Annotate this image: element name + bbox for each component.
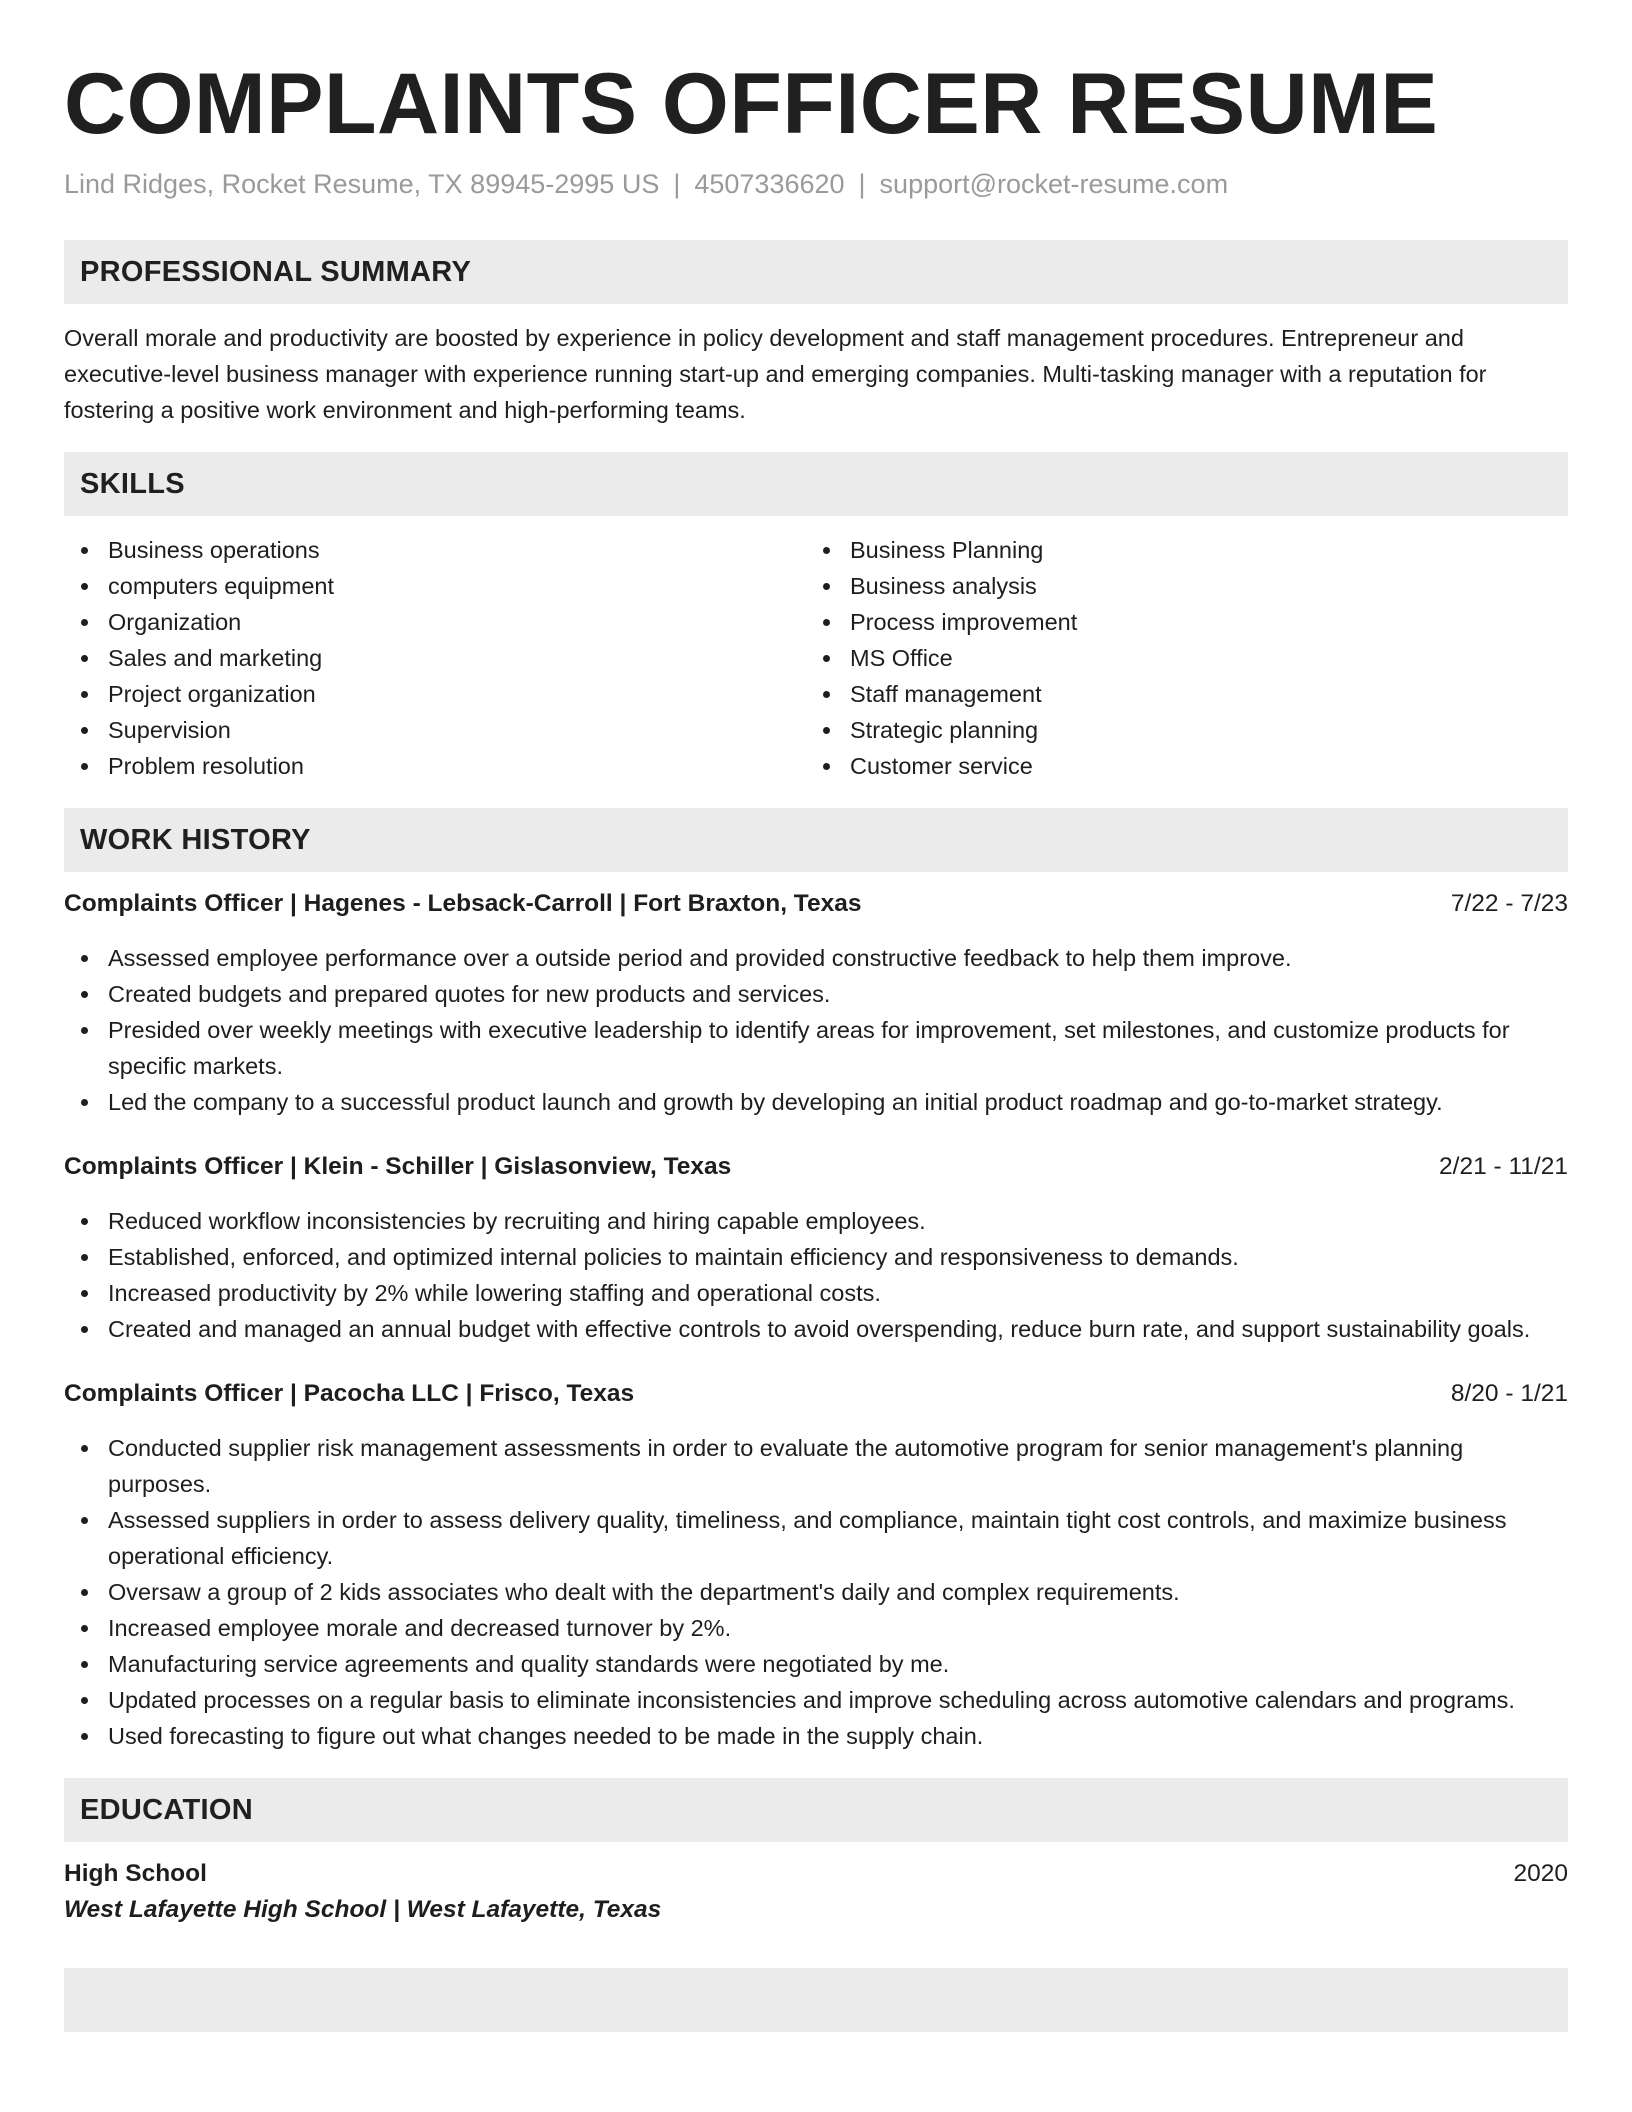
- job-bullet: Oversaw a group of 2 kids associates who dealt with the department's daily and complex requirements.: [64, 1574, 1568, 1610]
- job-bullet: Increased productivity by 2% while lowering staffing and operational costs.: [64, 1275, 1568, 1311]
- skills-heading: SKILLS: [64, 452, 1568, 516]
- job-bullet: Created budgets and prepared quotes for new products and services.: [64, 976, 1568, 1012]
- skill-item: MS Office: [806, 640, 1548, 676]
- job-bullet: Manufacturing service agreements and quality standards were negotiated by me.: [64, 1646, 1568, 1682]
- job-bullet: Used forecasting to figure out what changes needed to be made in the supply chain.: [64, 1718, 1568, 1754]
- job-bullet: Updated processes on a regular basis to eliminate inconsistencies and improve scheduling across automotive calendars and programs.: [64, 1682, 1568, 1718]
- skill-item: Business operations: [64, 532, 806, 568]
- education-entry: [64, 1856, 1568, 1928]
- summary-text: Overall morale and productivity are boosted by experience in policy development and staff management procedures. Entrepreneur and executive-level business manager with experience running start-up and emerging companies. Multi-tasking manager with a reputation for fostering a positive work environment and high-performing teams.: [64, 325, 1487, 423]
- job-bullet: Reduced workflow inconsistencies by recruiting and hiring capable employees.: [64, 1203, 1568, 1239]
- education-year: 2020: [1513, 1860, 1568, 1887]
- education-degree: High School: [64, 1860, 207, 1887]
- contact-separator: |: [858, 169, 866, 199]
- job-entry: [64, 1149, 1568, 1347]
- skill-item: Customer service: [806, 748, 1548, 784]
- contact-address: Lind Ridges, Rocket Resume, TX 89945-2995 US: [64, 169, 660, 199]
- job-bullet: Led the company to a successful product launch and growth by developing an initial product roadmap and go-to-market strategy.: [64, 1084, 1568, 1120]
- skill-item: Project organization: [64, 676, 806, 712]
- skill-item: Sales and marketing: [64, 640, 806, 676]
- skill-item: Staff management: [806, 676, 1548, 712]
- resume-title: COMPLAINTS OFFICER RESUME: [64, 56, 1439, 152]
- skills-list: [64, 532, 1568, 784]
- skill-item: Business analysis: [806, 568, 1548, 604]
- job-bullet: Assessed employee performance over a outside period and provided constructive feedback to help them improve.: [64, 940, 1568, 976]
- skill-item: Problem resolution: [64, 748, 806, 784]
- job-bullet: Presided over weekly meetings with executive leadership to identify areas for improvement, set milestones, and customize products for specific markets.: [64, 1012, 1568, 1084]
- job-dates: 8/20 - 1/21: [1450, 1380, 1568, 1407]
- contact-email: support@rocket-resume.com: [879, 169, 1229, 199]
- job-header: [64, 1149, 1568, 1185]
- job-bullets: [64, 1430, 1568, 1754]
- contact-line: [64, 166, 1568, 202]
- job-dates: 7/22 - 7/23: [1450, 890, 1568, 917]
- skill-item: Supervision: [64, 712, 806, 748]
- education-heading: EDUCATION: [64, 1778, 1568, 1842]
- work-history-heading: WORK HISTORY: [64, 808, 1568, 872]
- job-bullet: Assessed suppliers in order to assess delivery quality, timeliness, and compliance, maintain tight cost controls, and maximize business operational efficiency.: [64, 1502, 1568, 1574]
- skills-column-right: [806, 532, 1548, 784]
- resume-page: [64, 0, 1568, 2032]
- job-bullet: Created and managed an annual budget with effective controls to avoid overspending, reduce burn rate, and support sustainability goals.: [64, 1311, 1568, 1347]
- skill-item: Organization: [64, 604, 806, 640]
- job-header: [64, 1376, 1568, 1412]
- summary-heading: PROFESSIONAL SUMMARY: [64, 240, 1568, 304]
- job-title: Complaints Officer | Pacocha LLC | Frisco, Texas: [64, 1380, 635, 1407]
- job-bullets: [64, 1203, 1568, 1347]
- job-bullets: [64, 940, 1568, 1120]
- job-entry: [64, 886, 1568, 1120]
- skill-item: Process improvement: [806, 604, 1548, 640]
- skill-item: Strategic planning: [806, 712, 1548, 748]
- job-title: Complaints Officer | Klein - Schiller | Gislasonview, Texas: [64, 1153, 732, 1180]
- job-title: Complaints Officer | Hagenes - Lebsack-Carroll | Fort Braxton, Texas: [64, 890, 862, 917]
- job-bullet: Established, enforced, and optimized internal policies to maintain efficiency and responsiveness to demands.: [64, 1239, 1568, 1275]
- skill-item: computers equipment: [64, 568, 806, 604]
- job-header: [64, 886, 1568, 922]
- contact-phone: 4507336620: [694, 169, 845, 199]
- job-entry: [64, 1376, 1568, 1754]
- job-bullet: Conducted supplier risk management assessments in order to evaluate the automotive program for senior management's planning purposes.: [64, 1430, 1568, 1502]
- job-bullet: Increased employee morale and decreased turnover by 2%.: [64, 1610, 1568, 1646]
- next-section-heading: [64, 1968, 1568, 2032]
- skills-column-left: [64, 532, 806, 784]
- education-school: West Lafayette High School | West Lafayette, Texas: [64, 1896, 662, 1923]
- education-header: [64, 1856, 1568, 1892]
- job-dates: 2/21 - 11/21: [1439, 1153, 1568, 1180]
- skill-item: Business Planning: [806, 532, 1548, 568]
- contact-separator: |: [673, 169, 681, 199]
